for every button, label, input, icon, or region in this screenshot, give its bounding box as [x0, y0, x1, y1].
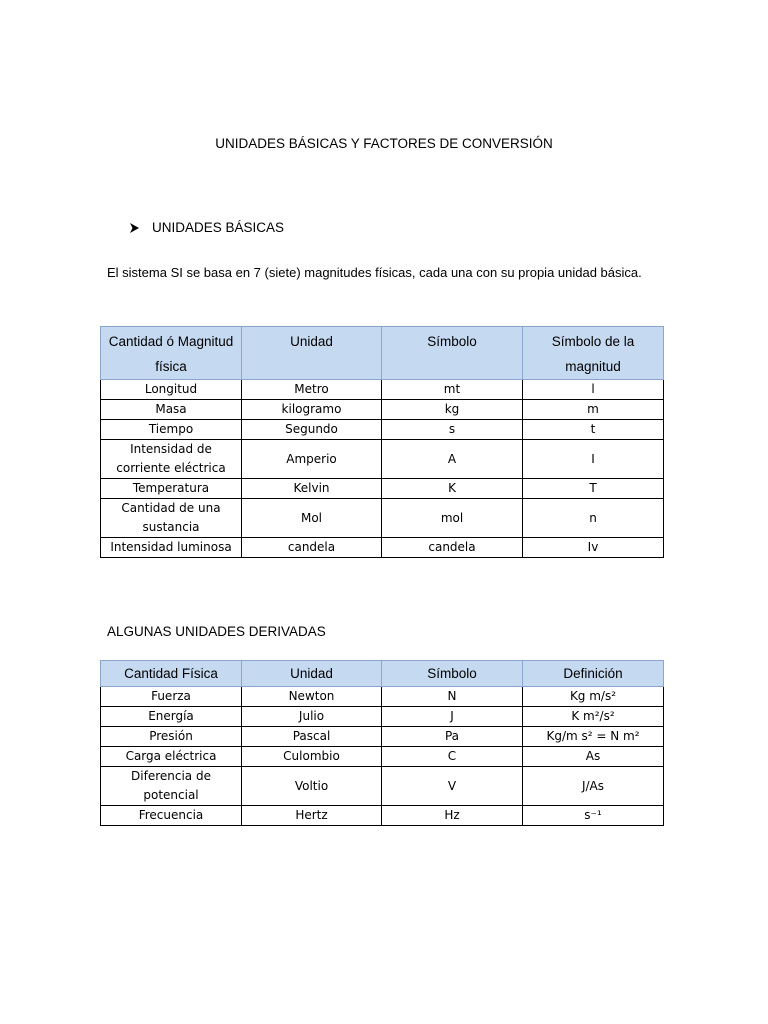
- table-cell: n: [523, 499, 664, 538]
- table-cell: J: [382, 707, 523, 727]
- table-row: [101, 380, 664, 400]
- table-row: [101, 806, 664, 826]
- table-cell: Tiempo: [101, 420, 242, 440]
- table-cell: mt: [382, 380, 523, 400]
- table-cell: Frecuencia: [101, 806, 242, 826]
- table-cell: Pa: [382, 727, 523, 747]
- basic-units-table: [100, 326, 664, 558]
- column-header: Unidad: [242, 661, 382, 687]
- table-cell: Pascal: [242, 727, 382, 747]
- table-cell: s: [382, 420, 523, 440]
- table-cell: t: [523, 420, 664, 440]
- table-row: [101, 499, 664, 538]
- table-row: [101, 400, 664, 420]
- table-row: [101, 687, 664, 707]
- table-cell: m: [523, 400, 664, 420]
- table-cell: s⁻¹: [523, 806, 664, 826]
- table-row: [101, 440, 664, 479]
- intro-paragraph: El sistema SI se basa en 7 (siete) magnitudes físicas, cada una con su propia unidad básica.: [107, 265, 642, 280]
- table-cell: Kg/m s² = N m²: [523, 727, 664, 747]
- table-cell: Kelvin: [242, 479, 382, 499]
- table-cell: Hertz: [242, 806, 382, 826]
- table-row: [101, 747, 664, 767]
- table-cell: K m²/s²: [523, 707, 664, 727]
- table-cell: Voltio: [242, 767, 382, 806]
- derived-units-heading: ALGUNAS UNIDADES DERIVADAS: [107, 624, 326, 639]
- table-cell: C: [382, 747, 523, 767]
- table-cell: Intensidad luminosa: [101, 538, 242, 558]
- table-row: [101, 767, 664, 806]
- column-header: Símbolo: [382, 327, 523, 380]
- table-cell: Masa: [101, 400, 242, 420]
- table-cell: Amperio: [242, 440, 382, 479]
- column-header: Definición: [523, 661, 664, 687]
- table-cell: V: [382, 767, 523, 806]
- table-row: [101, 727, 664, 747]
- table-cell: Diferencia de potencial: [101, 767, 242, 806]
- table-cell: J/As: [523, 767, 664, 806]
- table-cell: Longitud: [101, 380, 242, 400]
- table-cell: Energía: [101, 707, 242, 727]
- table-cell: Newton: [242, 687, 382, 707]
- table-header-row: [101, 327, 664, 380]
- table-cell: Mol: [242, 499, 382, 538]
- table-cell: mol: [382, 499, 523, 538]
- basic-units-heading-text: UNIDADES BÁSICAS: [152, 220, 285, 235]
- table-header-row: [101, 661, 664, 687]
- basic-units-heading: [127, 220, 284, 235]
- table-cell: Culombio: [242, 747, 382, 767]
- table-cell: kg: [382, 400, 523, 420]
- column-header: Unidad: [242, 327, 382, 380]
- table-cell: N: [382, 687, 523, 707]
- table-cell: candela: [382, 538, 523, 558]
- column-header: Símbolo de la magnitud: [523, 327, 664, 380]
- derived-units-table: [100, 660, 664, 826]
- table-cell: I: [523, 440, 664, 479]
- table-cell: Temperatura: [101, 479, 242, 499]
- table-cell: l: [523, 380, 664, 400]
- table-cell: Intensidad de corriente eléctrica: [101, 440, 242, 479]
- table-cell: Carga eléctrica: [101, 747, 242, 767]
- table-cell: K: [382, 479, 523, 499]
- page-title: UNIDADES BÁSICAS Y FACTORES DE CONVERSIÓN: [215, 136, 553, 151]
- table-cell: Segundo: [242, 420, 382, 440]
- table-row: [101, 479, 664, 499]
- table-cell: Julio: [242, 707, 382, 727]
- table-cell: As: [523, 747, 664, 767]
- table-cell: kilogramo: [242, 400, 382, 420]
- table-cell: Cantidad de una sustancia: [101, 499, 242, 538]
- arrowhead-bullet-icon: [127, 221, 141, 235]
- table-cell: candela: [242, 538, 382, 558]
- table-cell: A: [382, 440, 523, 479]
- table-cell: Iv: [523, 538, 664, 558]
- table-cell: Fuerza: [101, 687, 242, 707]
- table-cell: Hz: [382, 806, 523, 826]
- table-row: [101, 538, 664, 558]
- column-header: Símbolo: [382, 661, 523, 687]
- table-row: [101, 420, 664, 440]
- column-header: Cantidad Física: [101, 661, 242, 687]
- column-header: Cantidad ó Magnitud física: [101, 327, 242, 380]
- table-cell: Kg m/s²: [523, 687, 664, 707]
- table-cell: Presión: [101, 727, 242, 747]
- table-cell: Metro: [242, 380, 382, 400]
- table-row: [101, 707, 664, 727]
- table-cell: T: [523, 479, 664, 499]
